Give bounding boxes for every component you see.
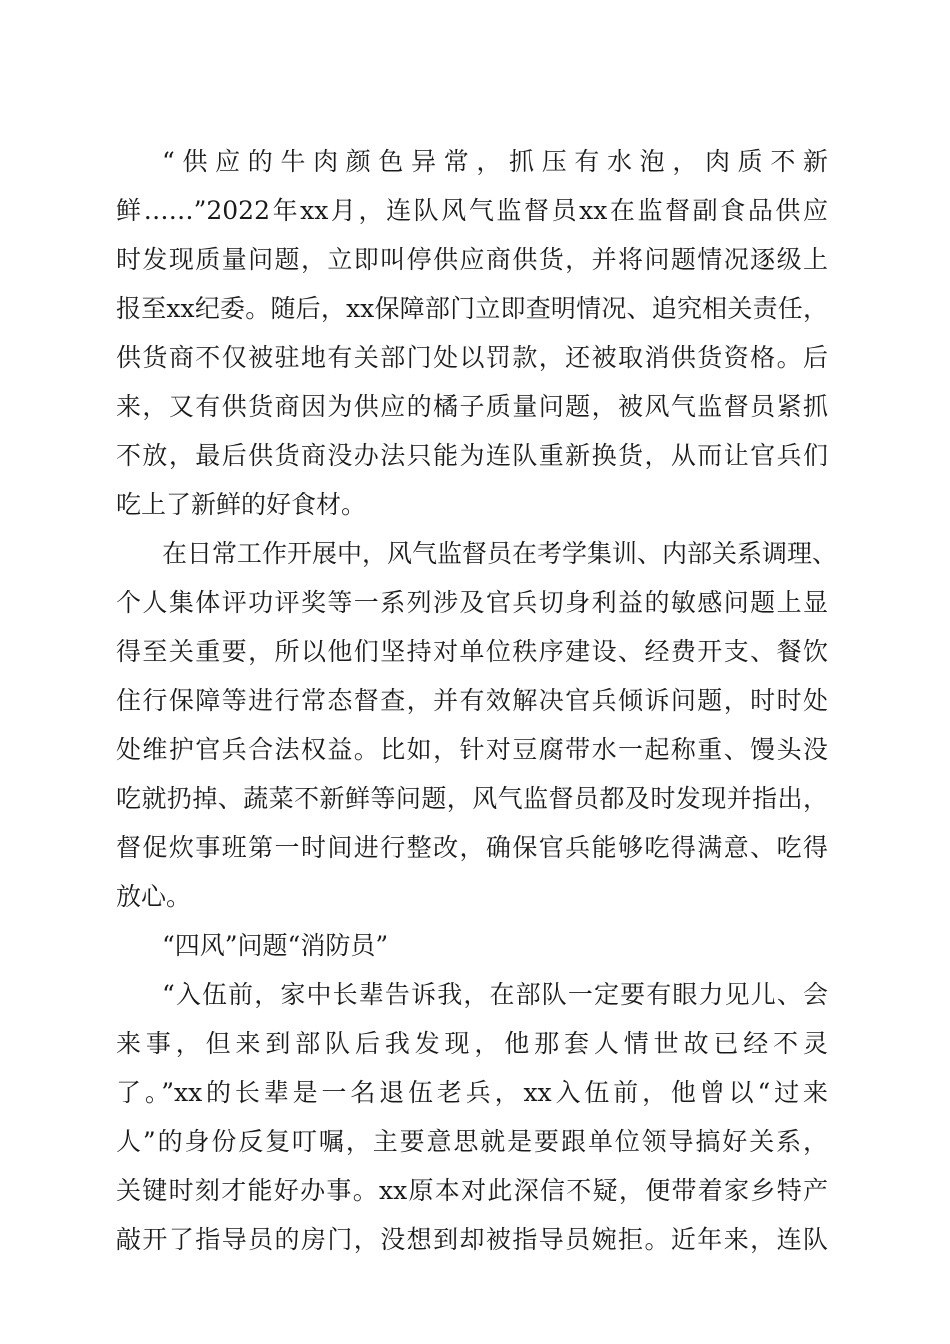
paragraph-2-line-5: 处维护官兵合法权益。比如，针对豆腐带水一起称重、馒头没 <box>116 735 828 764</box>
paragraph-2-line-3: 得至关重要，所以他们坚持对单位秩序建设、经费开支、餐饮 <box>116 637 828 666</box>
paragraph-1-line-6: 来，又有供货商因为供应的橘子质量问题，被风气监督员紧抓 <box>116 392 828 421</box>
paragraph-2-line-7: 督促炊事班第一时间进行整改，确保官兵能够吃得满意、吃得 <box>116 833 828 862</box>
paragraph-3-line-1: “入伍前，家中长辈告诉我，在部队一定要有眼力见儿、会 <box>162 980 828 1009</box>
paragraph-3-line-5: 关键时刻才能好办事。xx原本对此深信不疑，便带着家乡特产 <box>116 1176 828 1205</box>
paragraph-1-line-7: 不放，最后供货商没办法只能为连队重新换货，从而让官兵们 <box>116 441 828 470</box>
paragraph-1-line-4: 报至xx纪委。随后，xx保障部门立即查明情况、追究相关责任， <box>116 294 828 323</box>
paragraph-1-line-5: 供货商不仅被驻地有关部门处以罚款，还被取消供货资格。后 <box>116 343 828 372</box>
paragraph-2-line-4: 住行保障等进行常态督查，并有效解决官兵倾诉问题，时时处 <box>116 686 828 715</box>
paragraph-2-line-8: 放心。 <box>116 882 192 911</box>
paragraph-3-line-6: 敲开了指导员的房门，没想到却被指导员婉拒。近年来，连队 <box>116 1225 828 1254</box>
paragraph-3-line-4: 人”的身份反复叮嘱，主要意思就是要跟单位领导搞好关系， <box>116 1127 828 1156</box>
paragraph-3-line-3: 了。”xx的长辈是一名退伍老兵，xx入伍前，他曾以“过来 <box>116 1078 828 1107</box>
paragraph-1-line-3: 时发现质量问题，立即叫停供应商供货，并将问题情况逐级上 <box>116 245 828 274</box>
paragraph-1-line-2: 鲜……”2022年xx月，连队风气监督员xx在监督副食品供应 <box>116 196 828 225</box>
paragraph-1-line-1: “供应的牛肉颜色异常，抓压有水泡，肉质不新 <box>162 147 828 176</box>
paragraph-2-line-1: 在日常工作开展中，风气监督员在考学集训、内部关系调理、 <box>162 539 838 568</box>
paragraph-2-line-6: 吃就扔掉、蔬菜不新鲜等问题，风气监督员都及时发现并指出， <box>116 784 828 813</box>
paragraph-2-line-2: 个人集体评功评奖等一系列涉及官兵切身利益的敏感问题上显 <box>116 588 828 617</box>
paragraph-1-line-8: 吃上了新鲜的好食材。 <box>116 490 367 519</box>
section-heading: “四风”问题“消防员” <box>162 931 389 960</box>
paragraph-3-line-2: 来事，但来到部队后我发现，他那套人情世故已经不灵 <box>116 1029 828 1058</box>
